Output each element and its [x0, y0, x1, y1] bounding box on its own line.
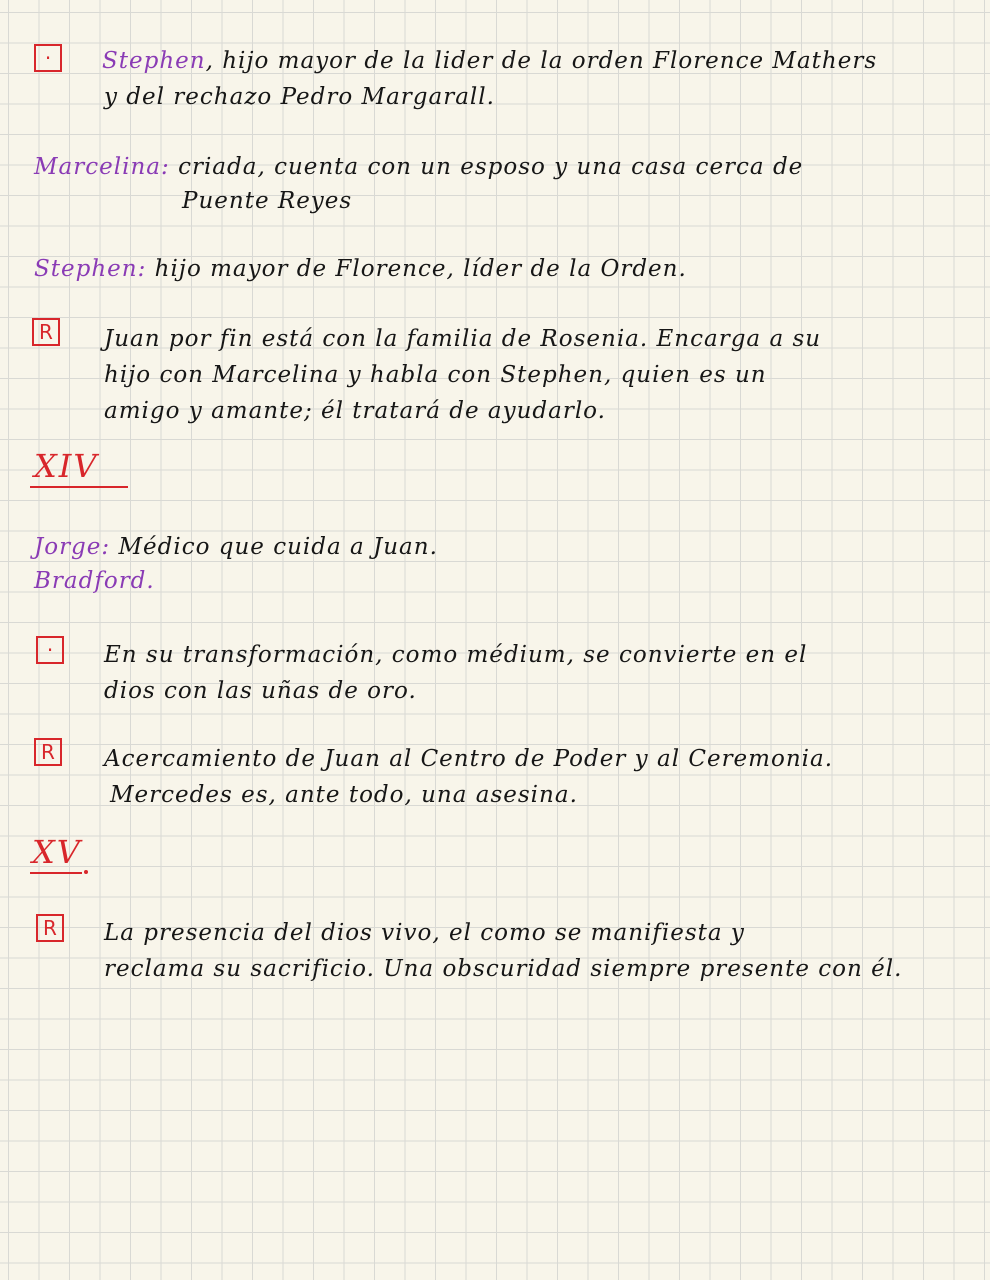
chapter-dot [84, 870, 88, 874]
note-line [34, 254, 687, 284]
note-line: En su transformación, como médium, se convierte en el [104, 642, 808, 668]
note-line: dios con las uñas de oro. [104, 678, 417, 704]
character-name: Stephen [102, 48, 206, 74]
review-marker: R [39, 320, 53, 344]
character-name: Marcelina: [34, 154, 170, 180]
review-box [36, 914, 64, 942]
note-line: Acercamiento de Juan al Centro de Poder y al Ceremonia. [104, 746, 834, 772]
bullet-marker: · [46, 638, 54, 662]
chapter-numeral: XIV [34, 447, 99, 485]
note-line [34, 152, 803, 182]
note-text: hijo mayor de Florence, líder de la Orden. [154, 256, 687, 282]
chapter-underline [30, 486, 128, 488]
note-line: Juan por fin está con la familia de Rosenia. Encarga a su [104, 326, 822, 352]
review-box [32, 318, 60, 346]
note-line: amigo y amante; él tratará de ayudarlo. [104, 398, 606, 424]
bullet-marker: · [44, 46, 52, 70]
note-line [34, 532, 438, 562]
note-line: hijo con Marcelina y habla con Stephen, quien es un [104, 362, 767, 388]
chapter-underline [30, 872, 82, 874]
character-name: Bradford. [34, 568, 155, 594]
note-text: , hijo mayor de la lider de la orden Florence Mathers [205, 48, 878, 74]
review-box [34, 738, 62, 766]
note-text: criada, cuenta con un esposo y una casa cerca de [178, 154, 804, 180]
bullet-box [36, 636, 64, 664]
character-name: Stephen: [34, 256, 147, 282]
note-line: La presencia del dios vivo, el como se manifiesta y [104, 920, 745, 946]
review-marker: R [41, 740, 55, 764]
note-line: Mercedes es, ante todo, una asesina. [110, 782, 578, 808]
note-line [102, 46, 877, 76]
review-marker: R [43, 916, 57, 940]
note-text: Médico que cuida a Juan. [118, 534, 438, 560]
chapter-numeral: XV [32, 833, 82, 871]
note-line: Puente Reyes [182, 188, 353, 214]
character-name: Jorge: [34, 534, 111, 560]
note-line: reclama su sacrificio. Una obscuridad siempre presente con él. [104, 956, 903, 982]
bullet-box [34, 44, 62, 72]
note-line: y del rechazo Pedro Margarall. [104, 84, 495, 110]
